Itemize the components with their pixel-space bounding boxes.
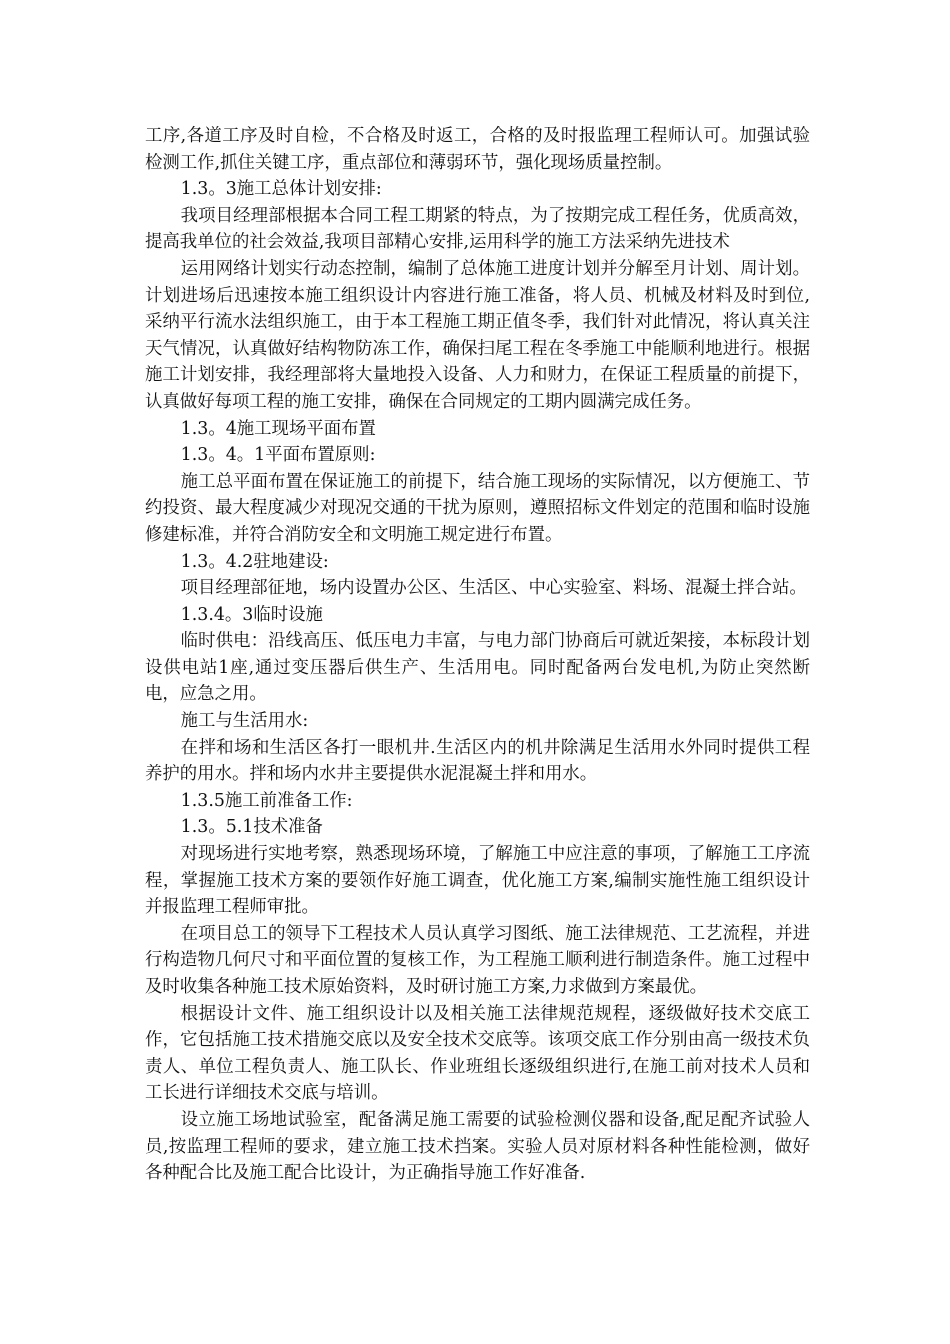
paragraph-quality-control: 工序,各道工序及时自检，不合格及时返工，合格的及时报监理工程师认可。加强试验检测工作,抓住关键工序，重点部位和薄弱环节，强化现场质量控制。	[145, 126, 810, 173]
paragraph-drawing-study: 在项目总工的领导下工程技术人员认真学习图纸、施工法律规范、工艺流程，并进行构造物几何尺寸和平面位置的复核工作，为工程施工顺利进行制造条件。施工过程中及时收集各种施工技术原始资料，及时研讨施工方案,力求做到方案最优。	[145, 923, 810, 997]
heading-1-3-4-2: 1.3。4.2驻地建设:	[180, 551, 329, 572]
paragraph-network-plan: 运用网络计划实行动态控制，编制了总体施工进度计划并分解至月计划、周计划。计划进场后迅速按本施工组织设计内容进行施工准备，将人员、机械及材料及时到位,采纳平行流水法组织施工，由于本工程施工期正值冬季，我们针对此情况，将认真关注天气情况，认真做好结构物防冻工作，确保扫尾工程在冬季施工中能顺利地进行。根据施工计划安排，我经理部将大量地投入设备、人力和财力，在保证工程质量的前提下，认真做好每项工程的施工安排，确保在合同规定的工期内圆满完成任务。	[145, 258, 810, 412]
paragraph-site-construction: 项目经理部征地，场内设置办公区、生活区、中心实验室、料场、混凝土拌合站。	[180, 578, 807, 599]
heading-1-3-4: 1.3。4施工现场平面布置	[180, 418, 376, 439]
paragraph-technical-briefing: 根据设计文件、施工组织设计以及相关施工法律规范规程，逐级做好技术交底工作，它包括施工技术措施交底以及安全技术交底等。该项交底工作分别由高一级技术负责人、单位工程负责人、施工队长、作业班组长逐级组织进行,在施工前对技术人员和工长进行详细技术交底与培训。	[145, 1003, 810, 1104]
paragraph-overall-plan: 我项目经理部根据本合同工程工期紧的特点，为了按期完成工程任务，优质高效，提高我单位的社会效益,我项目部精心安排,运用科学的施工方法采纳先进技术	[145, 205, 810, 253]
heading-1-3-5-1: 1.3。5.1技术准备	[180, 817, 323, 838]
heading-1-3-4-1: 1.3。4。1平面布置原则:	[180, 445, 376, 466]
heading-1-3-4-3: 1.3.4。3临时设施	[180, 604, 323, 625]
heading-1-3-3: 1.3。3施工总体计划安排:	[180, 179, 382, 200]
paragraph-temporary-power: 临时供电：沿线高压、低压电力丰富，与电力部门协商后可就近架接，本标段计划设供电站1座,通过变压器后供生产、生活用电。同时配备两台发电机,为防止突然断电，应急之用。	[145, 631, 810, 705]
document-body	[145, 123, 810, 1187]
heading-water-supply: 施工与生活用水:	[180, 711, 309, 732]
paragraph-test-lab: 设立施工场地试验室，配备满足施工需要的试验检测仪器和设备,配足配齐试验人员,按监理工程师的要求，建立施工技术挡案。实验人员对原材料各种性能检测，做好各种配合比及施工配合比设计，为正确指导施工作好准备.	[145, 1109, 810, 1184]
paragraph-site-survey: 对现场进行实地考察，熟悉现场环境，了解施工中应注意的事项，了解施工工序流程，掌握施工技术方案的要领作好施工调查，优化施工方案,编制实施性施工组织设计并报监理工程师审批。	[145, 844, 810, 918]
paragraph-water-supply: 在拌和场和生活区各打一眼机井.生活区内的机井除满足生活用水外同时提供工程养护的用水。拌和场内水井主要提供水泥混凝土拌和用水。	[145, 737, 810, 785]
paragraph-layout-principle: 施工总平面布置在保证施工的前提下，结合施工现场的实际情况，以方便施工、节约投资、最大程度减少对现况交通的干扰为原则，遵照招标文件划定的范围和临时设施修建标准，并符合消防安全和文明施工规定进行布置。	[145, 471, 810, 545]
heading-1-3-5: 1.3.5施工前准备工作:	[180, 790, 353, 811]
